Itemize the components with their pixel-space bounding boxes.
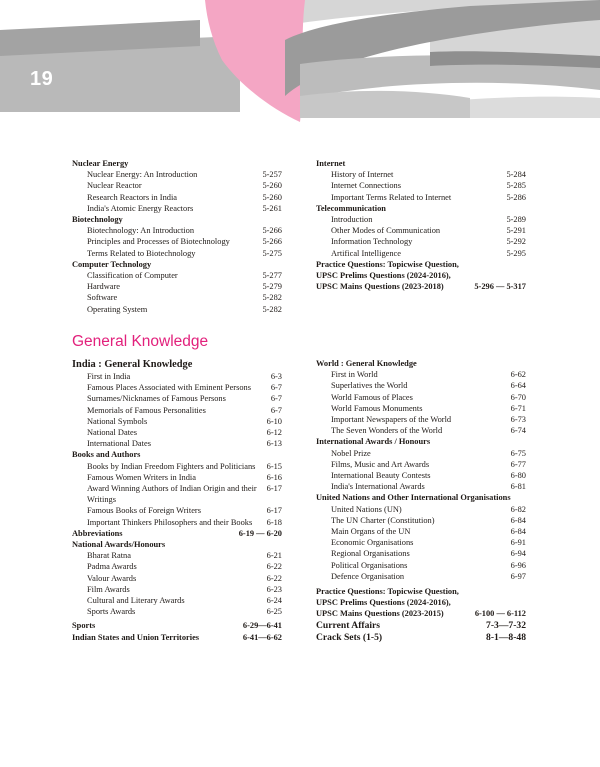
toc-entry-label: Principles and Processes of Biotechnology	[87, 237, 230, 247]
toc-entry	[72, 416, 282, 427]
toc-entry-label: Main Organs of the UN	[331, 527, 411, 537]
toc-entry-page: 5-261	[262, 203, 282, 213]
toc-entry	[72, 483, 282, 505]
toc-entry	[72, 371, 282, 382]
toc-entry-page: 6-97	[510, 571, 526, 581]
toc-entry-page: 5-266	[262, 226, 282, 236]
toc-entry-label: The Seven Wonders of the World	[331, 426, 443, 436]
toc-entry-label: Practice Questions: Topicwise Question, UPSC Prelims Questions (2024-2016), UPSC Mains Questions (2023-2018)	[316, 259, 459, 292]
toc-entry-label: Hardware	[87, 282, 121, 292]
toc-entry	[316, 380, 526, 391]
toc-entry	[72, 382, 282, 393]
toc-column-bottom-right	[316, 358, 526, 644]
toc-entry	[72, 180, 282, 191]
toc-entry-page: 6-74	[510, 426, 526, 436]
practice-questions-entry	[316, 259, 526, 293]
sports-entry	[72, 620, 282, 631]
toc-entry-label: World Famous Monuments	[331, 403, 423, 413]
toc-entry-label: Abbreviations	[72, 528, 123, 538]
toc-heading: Nuclear Energy	[72, 159, 129, 168]
toc-entry-label: Valour Awards	[87, 573, 137, 583]
toc-entry-page: 5-275	[262, 248, 282, 258]
toc-entry	[316, 571, 526, 582]
toc-entry	[72, 405, 282, 416]
toc-entry-page: 5-277	[262, 271, 282, 281]
toc-entry-label: Famous Women Writers in India	[87, 472, 196, 482]
toc-entry-page: 6-64	[510, 381, 526, 391]
toc-entry	[72, 248, 282, 259]
toc-entry-label: First in India	[87, 372, 131, 381]
toc-entry-label: India's International Awards	[331, 482, 425, 492]
toc-entry-label: Important Terms Related to Internet	[331, 192, 452, 202]
toc-entry-page: 6-82	[510, 504, 526, 514]
toc-entry-page: 6-77	[510, 459, 526, 469]
toc-entry-page: 6-73	[510, 415, 526, 425]
toc-entry-label: Political Organisations	[331, 560, 408, 570]
toc-entry	[72, 225, 282, 236]
toc-entry	[316, 169, 526, 180]
toc-entry-page: 6-10	[266, 416, 282, 426]
toc-entry-label: Practice Questions: Topicwise Question, UPSC Prelims Questions (2024-2016), UPSC Mains Questions (2023-2015)	[316, 587, 459, 619]
banner-shape-lower-gray	[300, 91, 470, 118]
toc-entry-page: 5-260	[262, 192, 282, 202]
toc-entry	[316, 459, 526, 470]
crack-sets-entry	[316, 632, 526, 644]
toc-heading: National Awards/Honours	[72, 540, 166, 550]
toc-entry	[72, 427, 282, 438]
toc-heading: Computer Technology	[72, 259, 152, 269]
toc-entry-label: India's Atomic Energy Reactors	[87, 203, 194, 213]
toc-entry-page: 5-285	[506, 181, 526, 191]
toc-entry-page: 5-257	[262, 170, 282, 180]
toc-entry-page: 5-289	[506, 215, 526, 225]
section-title: General Knowledge	[72, 333, 209, 350]
toc-entry-label: Operating System	[87, 304, 148, 314]
toc-entry-label: National Symbols	[87, 416, 148, 426]
toc-entry	[72, 393, 282, 404]
toc-entry-label: Crack Sets (1-5)	[316, 631, 383, 643]
abbreviations-entry	[72, 528, 282, 539]
toc-heading: United Nations and Other International Organisations	[316, 493, 511, 503]
toc-entry-label: Artifical Intelligence	[331, 248, 401, 258]
toc-entry-page: 6-23	[266, 584, 282, 594]
toc-entry-page: 6-84	[510, 515, 526, 525]
toc-entry-page: 5-284	[506, 170, 526, 180]
toc-entry-label: Sports Awards	[87, 607, 136, 617]
toc-entry	[316, 425, 526, 436]
toc-entry	[316, 537, 526, 548]
toc-entry-label: Other Modes of Communication	[331, 226, 441, 236]
toc-entry	[316, 560, 526, 571]
toc-heading: World : General Knowledge	[316, 359, 417, 368]
toc-entry	[316, 448, 526, 459]
toc-entry-page: 7-3—7-32	[486, 619, 526, 631]
toc-entry-label: Bharat Ratna	[87, 551, 131, 561]
toc-entry-label: The UN Charter (Constitution)	[331, 515, 435, 525]
toc-entry-label: Nuclear Energy: An Introduction	[87, 170, 198, 180]
toc-entry-label: United Nations (UN)	[331, 504, 402, 514]
toc-entry	[72, 281, 282, 292]
practice-questions-entry	[316, 586, 526, 620]
toc-entry-page: 5-296 — 5-317	[474, 282, 526, 292]
toc-entry-page: 6-81	[510, 482, 526, 492]
toc-entry-page: 6-96	[510, 560, 526, 570]
toc-entry	[72, 438, 282, 449]
toc-entry-page: 6-16	[266, 472, 282, 482]
toc-entry	[72, 292, 282, 303]
toc-entry	[72, 472, 282, 483]
toc-entry-page: 6-18	[266, 517, 282, 527]
toc-entry-label: International Dates	[87, 439, 151, 449]
toc-entry-label: World Famous of Places	[331, 392, 413, 402]
toc-entry-page: 5-279	[262, 282, 282, 292]
toc-entry-page: 6-17	[266, 506, 282, 516]
toc-entry-page: 6-29—6-41	[242, 621, 282, 631]
toc-entry	[72, 270, 282, 281]
toc-entry-label: Internet Connections	[331, 181, 402, 191]
toc-column-top-right	[316, 158, 526, 292]
toc-entry-page: 6-94	[510, 549, 526, 559]
toc-entry-page: 6-21	[266, 551, 282, 561]
toc-entry	[72, 550, 282, 561]
toc-entry	[72, 461, 282, 472]
toc-entry-label: Research Reactors in India	[87, 192, 177, 202]
toc-entry-label: Defence Organisation	[331, 571, 405, 581]
toc-entry	[316, 369, 526, 380]
toc-heading: International Awards / Honours	[316, 437, 431, 447]
toc-entry	[316, 192, 526, 203]
toc-entry-page: 6-75	[510, 448, 526, 458]
toc-entry-label: Famous Books of Foreign Writers	[87, 506, 201, 516]
toc-entry-page: 5-282	[262, 293, 282, 303]
toc-entry	[316, 481, 526, 492]
toc-entry-page: 6-71	[510, 403, 526, 413]
toc-entry-page: 5-282	[262, 304, 282, 314]
toc-entry-label: Software	[87, 293, 118, 303]
toc-entry-label: Information Technology	[331, 237, 413, 247]
toc-entry-label: Surnames/Nicknames of Famous Persons	[87, 394, 226, 404]
toc-entry	[72, 192, 282, 203]
toc-entry-label: Film Awards	[87, 584, 130, 594]
toc-entry	[72, 573, 282, 584]
toc-entry-page: 6-3	[270, 372, 282, 381]
page-number: 19	[30, 68, 54, 90]
toc-entry-page: 6-25	[266, 607, 282, 617]
toc-entry-label: Superlatives the World	[331, 381, 408, 391]
toc-entry-label: Books by Indian Freedom Fighters and Politicians	[87, 461, 256, 471]
toc-entry-label: Films, Music and Art Awards	[331, 459, 430, 469]
toc-heading: Books and Authors	[72, 450, 141, 460]
toc-entry	[72, 584, 282, 595]
toc-heading: Biotechnology	[72, 215, 123, 225]
header-banner	[0, 0, 600, 135]
toc-entry-page: 6-17	[266, 484, 282, 494]
toc-entry-page: 5-260	[262, 181, 282, 191]
toc-entry-label: Padma Awards	[87, 562, 137, 572]
toc-entry-label: Nobel Prize	[331, 448, 371, 458]
toc-entry-label: Nuclear Reactor	[87, 181, 142, 191]
toc-entry-page: 6-12	[266, 428, 282, 438]
toc-entry-label: Cultural and Literary Awards	[87, 596, 185, 606]
toc-entry-page: 6-41—6-62	[242, 632, 282, 642]
toc-entry	[316, 180, 526, 191]
toc-entry-label: First in World	[331, 370, 378, 380]
toc-entry	[72, 517, 282, 528]
toc-column-top-left	[72, 158, 282, 315]
banner-graphic	[0, 0, 600, 135]
toc-entry	[72, 606, 282, 617]
toc-entry-page: 5-295	[506, 248, 526, 258]
toc-entry	[72, 505, 282, 516]
toc-entry-page: 8-1—8-48	[486, 631, 526, 643]
toc-entry	[316, 392, 526, 403]
toc-entry-page: 6-22	[266, 573, 282, 583]
toc-entry	[316, 470, 526, 481]
toc-entry-page: 6-7	[270, 394, 282, 404]
toc-entry-label: Sports	[72, 621, 96, 631]
toc-entry-page: 6-15	[266, 461, 282, 471]
toc-entry-page: 5-286	[506, 192, 526, 202]
toc-entry-page: 6-84	[510, 527, 526, 537]
toc-entry	[316, 248, 526, 259]
toc-entry	[72, 203, 282, 214]
toc-entry-page: 6-100 — 6-112	[474, 609, 526, 619]
toc-entry-label: Important Newspapers of the World	[331, 415, 452, 425]
toc-entry	[316, 236, 526, 247]
toc-entry-label: Economic Organisations	[331, 538, 414, 548]
toc-entry-label: Important Thinkers Philosophers and their Books	[87, 517, 253, 527]
toc-entry-label: Famous Places Associated with Eminent Persons	[87, 383, 251, 393]
toc-entry-label: Memorials of Famous Personalities	[87, 405, 206, 415]
toc-entry-label: Indian States and Union Territories	[72, 632, 200, 642]
toc-entry	[72, 561, 282, 572]
toc-entry-label: National Dates	[87, 428, 138, 438]
toc-entry	[72, 304, 282, 315]
toc-entry-page: 6-22	[266, 562, 282, 572]
toc-entry-label: Regional Organisations	[331, 549, 410, 559]
toc-entry	[72, 236, 282, 247]
toc-entry-page: 6-70	[510, 392, 526, 402]
toc-entry	[72, 595, 282, 606]
toc-entry	[316, 214, 526, 225]
toc-heading: Telecommunication	[316, 203, 386, 213]
toc-entry	[316, 515, 526, 526]
toc-entry-label: History of Internet	[331, 170, 394, 180]
toc-entry-page: 6-13	[266, 439, 282, 449]
banner-shape-lower-light	[460, 97, 600, 118]
toc-entry-label: Introduction	[331, 215, 373, 225]
toc-entry-page: 6-80	[510, 471, 526, 481]
toc-entry-label: Award Winning Authors of Indian Origin and their Writings	[87, 484, 257, 505]
toc-entry	[316, 403, 526, 414]
toc-entry-label: Current Affairs	[316, 619, 381, 631]
current-affairs-entry	[316, 620, 526, 632]
toc-entry-page: 6-7	[270, 383, 282, 393]
toc-column-bottom-left	[72, 358, 282, 643]
toc-entry-page: 6-19 — 6-20	[238, 528, 282, 538]
toc-entry-label: International Beauty Contests	[331, 471, 431, 481]
toc-entry-label: Biotechnology: An Introduction	[87, 226, 195, 236]
toc-entry-page: 5-292	[506, 237, 526, 247]
states-entry	[72, 632, 282, 643]
toc-entry-page: 6-91	[510, 538, 526, 548]
toc-entry	[316, 414, 526, 425]
toc-entry	[316, 548, 526, 559]
toc-entry	[316, 526, 526, 537]
toc-entry-page: 6-24	[266, 596, 282, 606]
toc-heading: India : General Knowledge	[72, 359, 193, 370]
toc-entry	[316, 504, 526, 515]
toc-entry-page: 6-62	[510, 370, 526, 380]
toc-entry-page: 6-7	[270, 405, 282, 415]
toc-entry-page: 5-266	[262, 237, 282, 247]
toc-entry-page: 5-291	[506, 226, 526, 236]
toc-entry-label: Classification of Computer	[87, 271, 178, 281]
toc-entry	[72, 169, 282, 180]
toc-entry-label: Terms Related to Biotechnology	[87, 248, 196, 258]
toc-entry	[316, 225, 526, 236]
toc-heading: Internet	[316, 159, 346, 168]
